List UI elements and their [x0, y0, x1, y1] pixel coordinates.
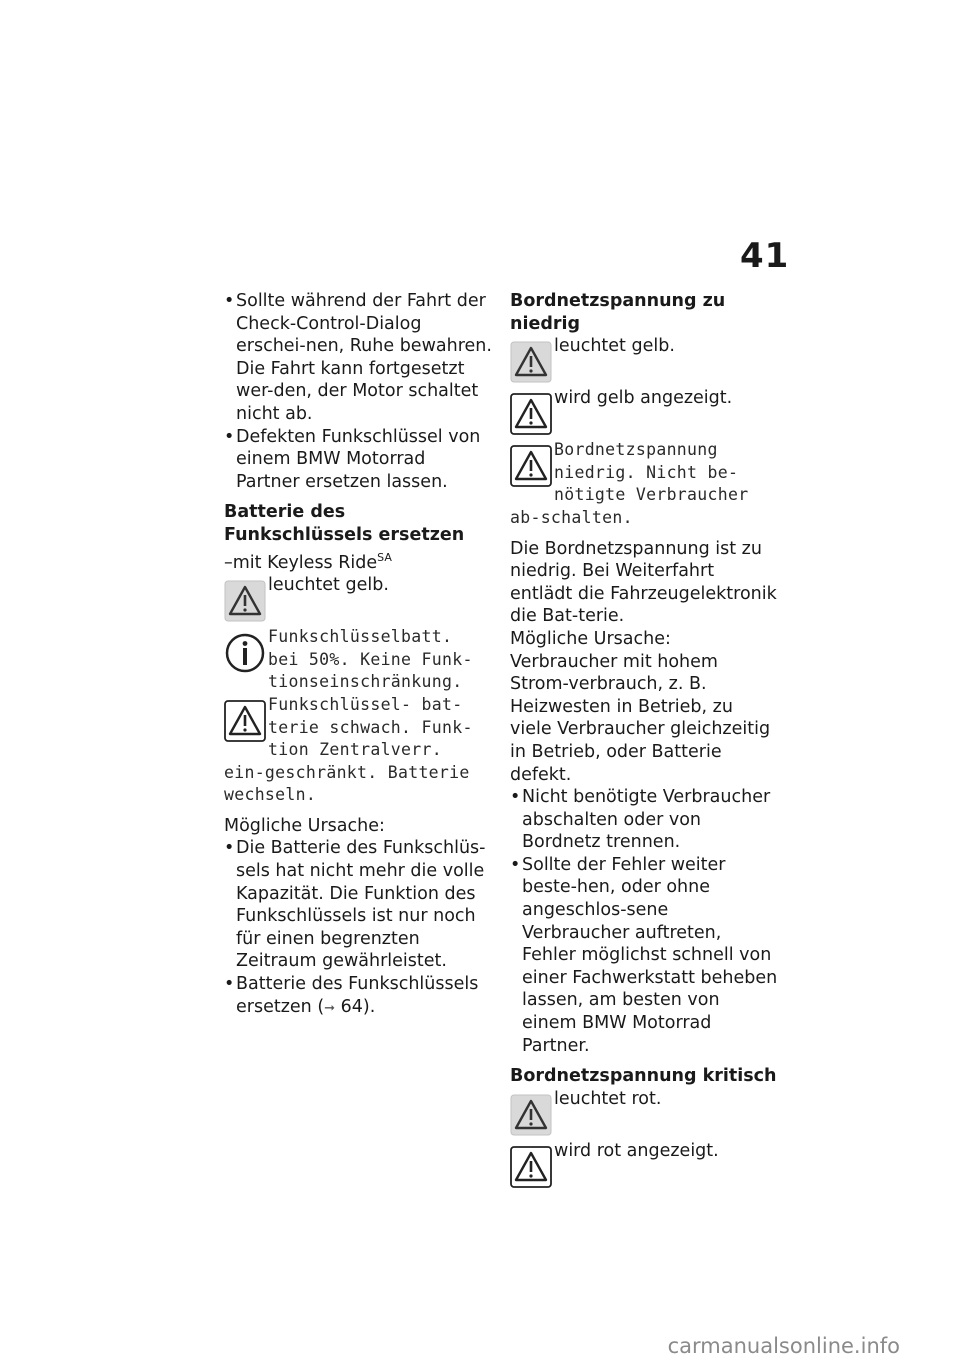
- bullet-item: • Die Batterie des Funkschlüs-sels hat nicht mehr die volle Kapazität. Die Funktion des Funkschlüssels ist nur noch für einen begrenzten Zeitraum gewährleistet.: [224, 837, 492, 973]
- warning-light-row: [510, 335, 778, 387]
- display-message: Funkschlüsselbatt. bei 50%. Keine Funk-tionseinschränkung.: [268, 627, 473, 692]
- warning-light-icon: [510, 1094, 552, 1136]
- light-status-text: leuchtet gelb.: [554, 336, 675, 357]
- warning-icon: [224, 700, 266, 742]
- section-heading: Batterie des Funkschlüssels ersetzen: [224, 502, 465, 545]
- warning-display-row: [224, 694, 492, 807]
- bullet-item: • Defekten Funkschlüssel von einem BMW Motorrad Partner ersetzen lassen.: [224, 426, 492, 494]
- light-status-text: leuchtet rot.: [554, 1088, 662, 1109]
- section-heading: Bordnetzspannung kritisch: [510, 1066, 777, 1087]
- display-message: Funkschlüssel- bat-terie schwach. Funk-tion Zentralverr. ein-geschränkt. Batterie wechseln.: [224, 694, 473, 805]
- bullet-item: • Batterie des Funkschlüssels ersetzen (➞ 64).: [224, 973, 492, 1020]
- warning-display-row: [510, 439, 778, 529]
- display-status-text: wird rot angezeigt.: [554, 1140, 719, 1161]
- warning-light-icon: [224, 580, 266, 622]
- bullet-item: • Sollte während der Fahrt der Check-Control-Dialog erschei-nen, Ruhe bewahren. Die Fahrt kann fortgesetzt wer-den, der Motor schaltet nicht ab.: [224, 290, 492, 426]
- info-display-row: [224, 626, 492, 694]
- section-heading: Bordnetzspannung zu niedrig: [510, 291, 726, 334]
- page-reference-arrow-icon: ➞: [324, 1000, 336, 1016]
- condition-text: –mit Keyless Ride$^{SA}$: [224, 550, 392, 573]
- warning-display-row: [510, 1140, 778, 1192]
- cause-text: Verbraucher mit hohem Strom-verbrauch, z. B. Heizwesten in Betrieb, zu viele Verbraucher gleichzeitig in Betrieb, oder Batterie defekt.: [510, 651, 771, 785]
- left-column: [224, 290, 492, 1020]
- watermark: carmanualsonline.info: [667, 1334, 900, 1358]
- warning-icon: [510, 445, 552, 487]
- info-icon: [224, 632, 266, 674]
- warning-display-row: [510, 387, 778, 439]
- warning-icon: [510, 1146, 552, 1188]
- light-status-text: leuchtet gelb.: [268, 575, 389, 596]
- cause-label: Mögliche Ursache:: [224, 815, 385, 836]
- warning-light-row: [224, 574, 492, 626]
- page-number: 41: [740, 236, 790, 276]
- warning-icon: [510, 393, 552, 435]
- display-message: Bordnetzspannung niedrig. Nicht be-nötigte Verbraucher ab-schalten.: [510, 440, 749, 527]
- warning-light-icon: [510, 341, 552, 383]
- display-status-text: wird gelb angezeigt.: [554, 388, 733, 409]
- cause-label: Mögliche Ursache:: [510, 628, 671, 649]
- bullet-item: • Sollte der Fehler weiter beste-hen, oder ohne angeschlos-sene Verbraucher auftreten, Fehler möglichst schnell von einer Fachwerkstatt beheben lassen, am besten von einem BMW Motorrad Partner.: [510, 854, 778, 1057]
- bullet-item: • Nicht benötigte Verbraucher abschalten oder von Bordnetz trennen.: [510, 786, 778, 854]
- warning-light-row: [510, 1088, 778, 1140]
- paragraph: Die Bordnetzspannung ist zu niedrig. Bei Weiterfahrt entlädt die Fahrzeugelektronik die Bat-terie.: [510, 538, 777, 627]
- right-column: [510, 290, 778, 1192]
